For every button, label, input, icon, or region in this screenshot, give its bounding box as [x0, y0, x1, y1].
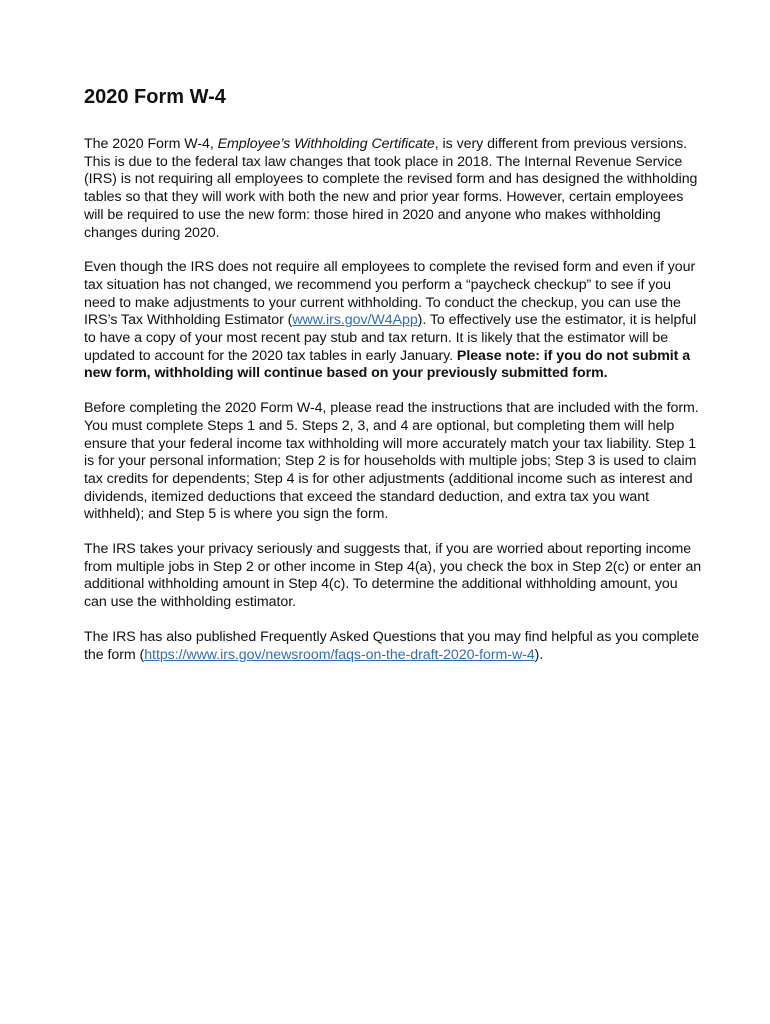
checkup-text-start: Even though the IRS does not require all employees to complete the revised form and even if your tax situation has not changed, we recommend you perform a “paycheck checkup” to see if you need to make adjustments to your current withholding. To conduct the checkup, you can use the IRS’s Tax Withholding Estimator (	[84, 259, 696, 329]
intro-paragraph	[84, 136, 704, 242]
faq-paragraph	[84, 629, 704, 664]
faq-text-end: ).	[534, 646, 544, 663]
instructions-paragraph: Before completing the 2020 Form W-4, please read the instructions that are included with the form. You must complete Steps 1 and 5. Steps 2, 3, and 4 are optional, but completing them will help ensure that your federal income tax withholding will more accurately match your tax liability. Step 1 is for your personal information; Step 2 is for households with multiple jobs; Step 3 is used to claim tax credits for dependents; Step 4 is for other adjustments (additional income such as interest and dividends, itemized deductions that exceed the standard deduction, and extra tax you want withheld); and Step 5 is where you sign the form.	[84, 400, 699, 523]
form-name-italic: Employee’s Withholding Certificate	[217, 136, 435, 152]
faq-link[interactable]: https://www.irs.gov/newsroom/faqs-on-the-draft-2020-form-w-4	[144, 646, 535, 663]
checkup-text-end: ). To effectively use the estimator, it is helpful to have a copy of your most recent pay stub and tax return. It is likely that the estimator will be updated to account for the 2020 tax tables in early January.	[84, 312, 697, 364]
intro-text-end: , is very different from previous versions. This is due to the federal tax law changes that took place in 2018. The Internal Revenue Service (IRS) is not requiring all employees to complete the revised form and has designed the withholding tables so that they will work with both the new and prior year forms. However, certain employees will be required to use the new form: those hired in 2020 and anyone who makes withholding changes during 2020.	[84, 136, 698, 241]
faq-text-start: The IRS has also published Frequently Asked Questions that you may find helpful as you complete the form (	[84, 628, 700, 663]
privacy-paragraph: The IRS takes your privacy seriously and suggests that, if you are worried about reporting income from multiple jobs in Step 2 or other income in Step 4(a), you check the box in Step 2(c) or enter an additional withholding amount in Step 4(c). To determine the additional withholding amount, you can use the withholding estimator.	[84, 541, 702, 611]
withholding-estimator-link[interactable]: www.irs.gov/W4App	[292, 312, 418, 329]
document-page	[84, 80, 704, 681]
please-note-bold: Please note: if you do not submit a new form, withholding will continue based on your previously submitted form.	[84, 347, 691, 382]
checkup-paragraph	[84, 259, 704, 383]
intro-text-start: The 2020 Form W-4,	[84, 136, 218, 152]
page-title: 2020 Form W-4	[84, 86, 226, 108]
